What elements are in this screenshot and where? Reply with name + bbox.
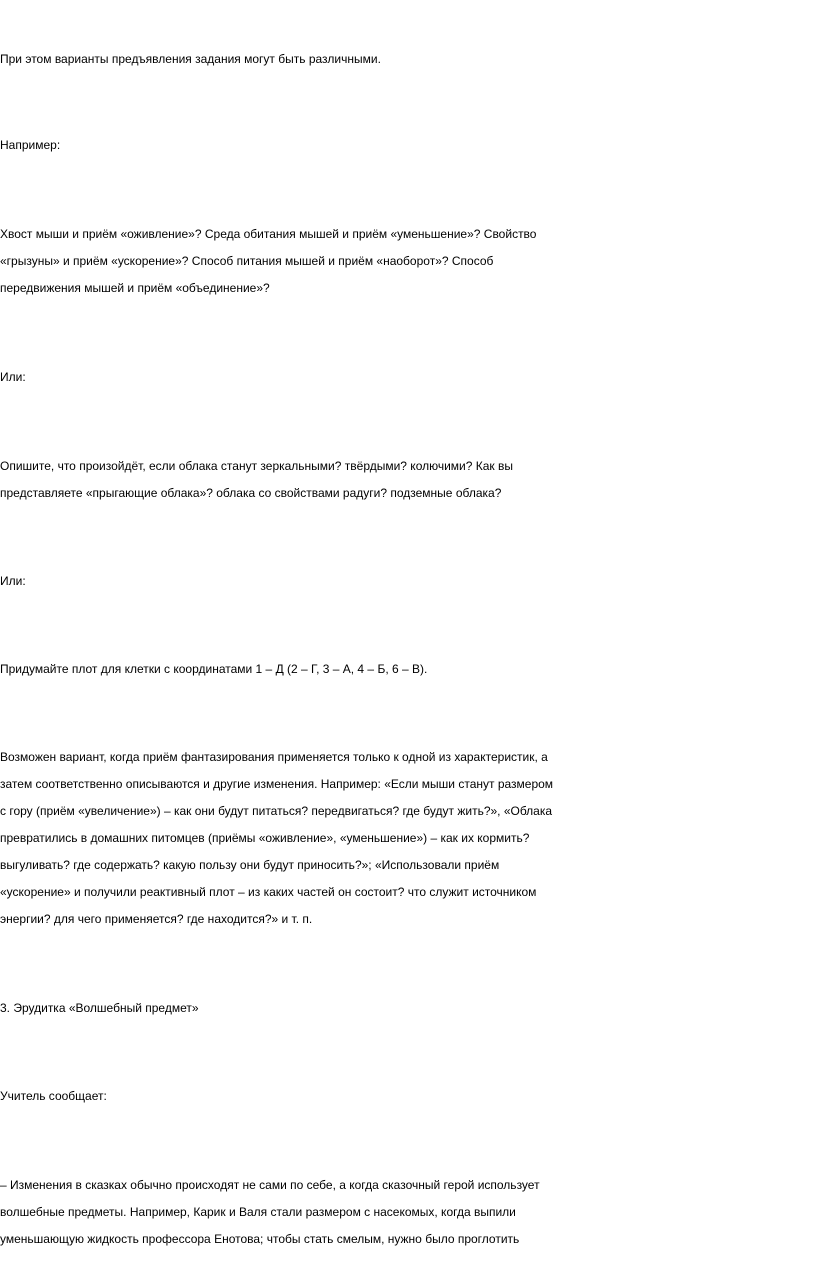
text-line: Или:: [0, 370, 26, 384]
text-line: представляете «прыгающие облака»? облака со свойствами радуги? подземные облака?: [0, 486, 502, 500]
text-line: Или:: [0, 574, 26, 588]
text-line: передвижения мышей и приём «объединение»?: [0, 281, 270, 295]
paragraph-or-2: [0, 568, 812, 595]
paragraph-example-label: [0, 132, 812, 159]
text-line: уменьшающую жидкость профессора Енотова; чтобы стать смелым, нужно было проглотить: [0, 1232, 520, 1246]
text-line: При этом варианты предъявления задания могут быть различными.: [0, 52, 381, 66]
section-heading: [0, 995, 812, 1022]
text-line: затем соответственно описываются и другие изменения. Например: «Если мыши станут размером: [0, 777, 554, 791]
text-line: выгуливать? где содержать? какую пользу они будут приносить?»; «Использовали приём: [0, 858, 500, 872]
text-line: 3. Эрудитка «Волшебный предмет»: [0, 1001, 199, 1015]
paragraph-raft: [0, 656, 812, 683]
paragraph-mouse-questions: [0, 221, 812, 302]
paragraph-task-variants: [0, 46, 812, 73]
text-line: превратились в домашних питомцев (приёмы «оживление», «уменьшение») – как их кормить?: [0, 831, 530, 845]
text-line: Хвост мыши и приём «оживление»? Среда обитания мышей и приём «уменьшение»? Свойство: [0, 227, 537, 241]
text-line: Опишите, что произойдёт, если облака станут зеркальными? твёрдыми? колючими? Как вы: [0, 459, 513, 473]
text-line: Придумайте плот для клетки с координатами 1 – Д (2 – Г, 3 – А, 4 – Б, 6 – В).: [0, 662, 428, 676]
paragraph-or-1: [0, 364, 812, 391]
paragraph-teacher-says: [0, 1083, 812, 1110]
text-line: – Изменения в сказках обычно происходят не сами по себе, а когда сказочный герой использует: [0, 1178, 540, 1192]
text-line: Например:: [0, 138, 61, 152]
text-line: Учитель сообщает:: [0, 1089, 107, 1103]
text-line: энергии? для чего применяется? где находится?» и т. п.: [0, 912, 313, 926]
paragraph-clouds: [0, 453, 812, 507]
paragraph-variant: [0, 744, 812, 933]
text-line: «грызуны» и приём «ускорение»? Способ питания мышей и приём «наоборот»? Способ: [0, 254, 494, 268]
text-line: с гору (приём «увеличение») – как они будут питаться? передвигаться? где будут жить?», «Облака: [0, 804, 553, 818]
paragraph-magic-items: [0, 1172, 812, 1253]
text-line: «ускорение» и получили реактивный плот – из каких частей он состоит? что служит источником: [0, 885, 537, 899]
text-line: волшебные предметы. Например, Карик и Валя стали размером с насекомых, когда выпили: [0, 1205, 516, 1219]
text-line: Возможен вариант, когда приём фантазирования применяется только к одной из характеристик, а: [0, 750, 548, 764]
